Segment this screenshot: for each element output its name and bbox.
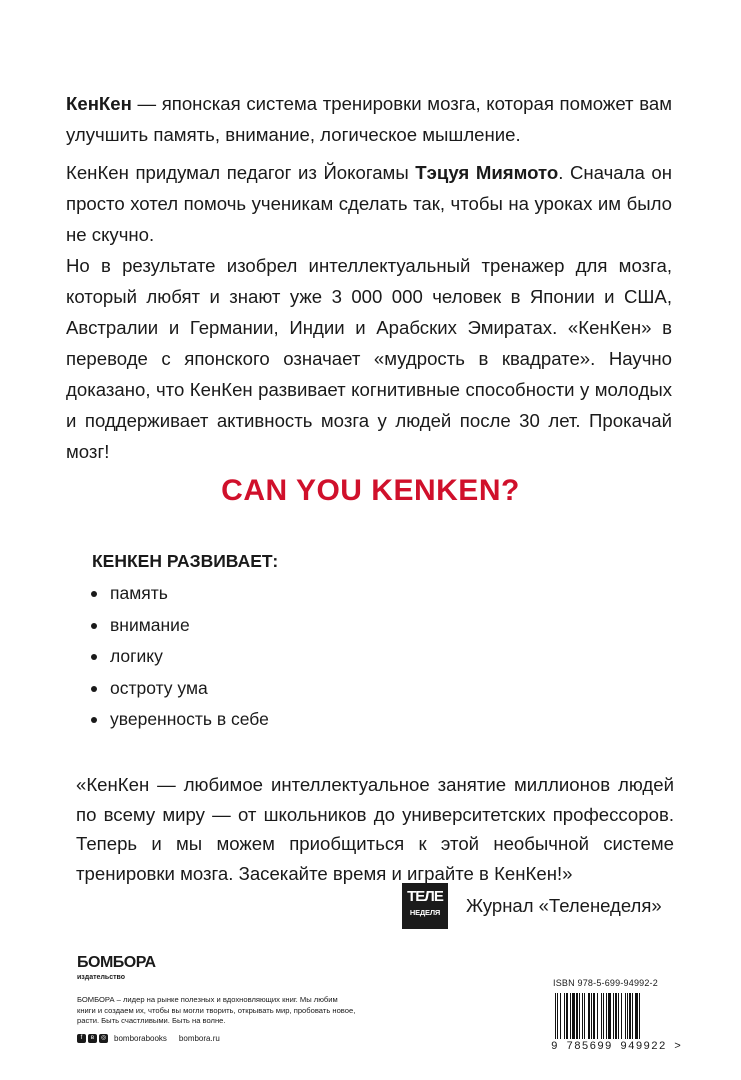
intro-paragraph-1	[66, 88, 672, 150]
review-quote: «КенКен — любимое интеллектуальное занятие миллионов людей по всему миру — от школьников до университетских профессоров. Теперь и мы можем приобщиться к этой необычной системе тренировки мозга. Засекайте время и играйте в КенКен!»	[76, 774, 674, 884]
barcode-bar	[627, 993, 628, 1039]
barcode-bar	[601, 993, 602, 1039]
barcode-bar	[593, 993, 595, 1039]
barcode-bar	[621, 993, 622, 1039]
barcode-bar	[572, 993, 575, 1039]
logo-text-bottom: НЕДЕЛЯ	[409, 908, 441, 917]
barcode-bar	[584, 993, 585, 1039]
barcode	[555, 993, 667, 1039]
barcode-bar	[570, 993, 571, 1039]
list-item: логику	[90, 641, 269, 673]
vk-icon: в	[88, 1034, 97, 1043]
barcode-bar	[639, 993, 640, 1039]
publisher-about: БОМБОРА – лидер на рынке полезных и вдохновляющих книг. Мы любим книги и создаем их, чтобы вы могли творить, открывать мир, пробовать новое, расти. Быть счастливыми. Быть на волне.	[77, 995, 356, 1025]
barcode-bar	[613, 993, 614, 1039]
barcode-digits: 9 785699 949922 >	[551, 1041, 682, 1053]
publisher-subtitle: издательство	[77, 974, 125, 981]
barcode-bar	[582, 993, 583, 1039]
barcode-bar	[618, 993, 619, 1039]
barcode-bar	[591, 993, 592, 1039]
logo-text-top: ТЕЛЕ	[407, 888, 443, 905]
social-handle: bomborabooks	[114, 1034, 167, 1043]
isbn-label: ISBN 978-5-699-94992-2	[553, 978, 658, 988]
headline: CAN YOU KENKEN?	[221, 474, 520, 507]
teleneDelya-logo	[402, 883, 448, 929]
intro-paragraph-2-before: КенКен придумал педагог из Йокогамы	[66, 162, 416, 183]
barcode-bar	[615, 993, 617, 1039]
facebook-icon: f	[77, 1034, 86, 1043]
list-item: память	[90, 578, 269, 610]
barcode-bar	[560, 993, 561, 1039]
barcode-bar	[632, 993, 633, 1039]
benefits-title: КЕНКЕН РАЗВИВАЕТ:	[92, 551, 279, 571]
intro-paragraph-2-after: . Сначала он просто хотел помочь ученикам сделать так, чтобы на уроках им было не скучно.	[66, 162, 672, 245]
barcode-bar	[576, 993, 578, 1039]
list-item: остроту ума	[90, 673, 269, 705]
kenken-term: КенКен	[66, 93, 132, 114]
publisher-site: bombora.ru	[178, 1034, 220, 1043]
barcode-bar	[557, 993, 558, 1039]
barcode-bar	[603, 993, 604, 1039]
barcode-bar	[629, 993, 631, 1039]
publisher-socials	[77, 1034, 220, 1043]
intro-paragraph-2	[66, 157, 672, 250]
barcode-bar	[606, 993, 607, 1039]
quote-source: Журнал «Теленеделя»	[466, 895, 662, 916]
benefits-list	[90, 578, 269, 736]
barcode-bar	[608, 993, 611, 1039]
list-item: уверенность в себе	[90, 704, 269, 736]
barcode-bar	[625, 993, 626, 1039]
barcode-bar	[597, 993, 598, 1039]
barcode-bar	[564, 993, 565, 1039]
publisher-logo: БОМБОРА	[77, 954, 156, 971]
inventor-name: Тэцуя Миямото	[415, 162, 559, 183]
instagram-icon: ◎	[100, 1035, 107, 1041]
intro-paragraph-1-text: — японская система тренировки мозга, которая поможет вам улучшить память, внимание, логическое мышление.	[66, 93, 672, 145]
barcode-bar	[588, 993, 590, 1039]
barcode-bar	[635, 993, 638, 1039]
barcode-bar	[566, 993, 568, 1039]
intro-paragraph-3: Но в результате изобрел интеллектуальный тренажер для мозга, который любят и знают уже 3 000 000 человек в Японии и США, Австралии и Германии, Индии и Арабских Эмиратах. «КенКен» в переводе с японского означает «мудрость в квадрате». Научно доказано, что КенКен развивает когнитивные способности у молодых и поддерживает активность мозга у людей после 30 лет. Прокачай мозг!	[66, 255, 672, 462]
barcode-bar	[555, 993, 556, 1039]
list-item: внимание	[90, 610, 269, 642]
barcode-bar	[579, 993, 580, 1039]
